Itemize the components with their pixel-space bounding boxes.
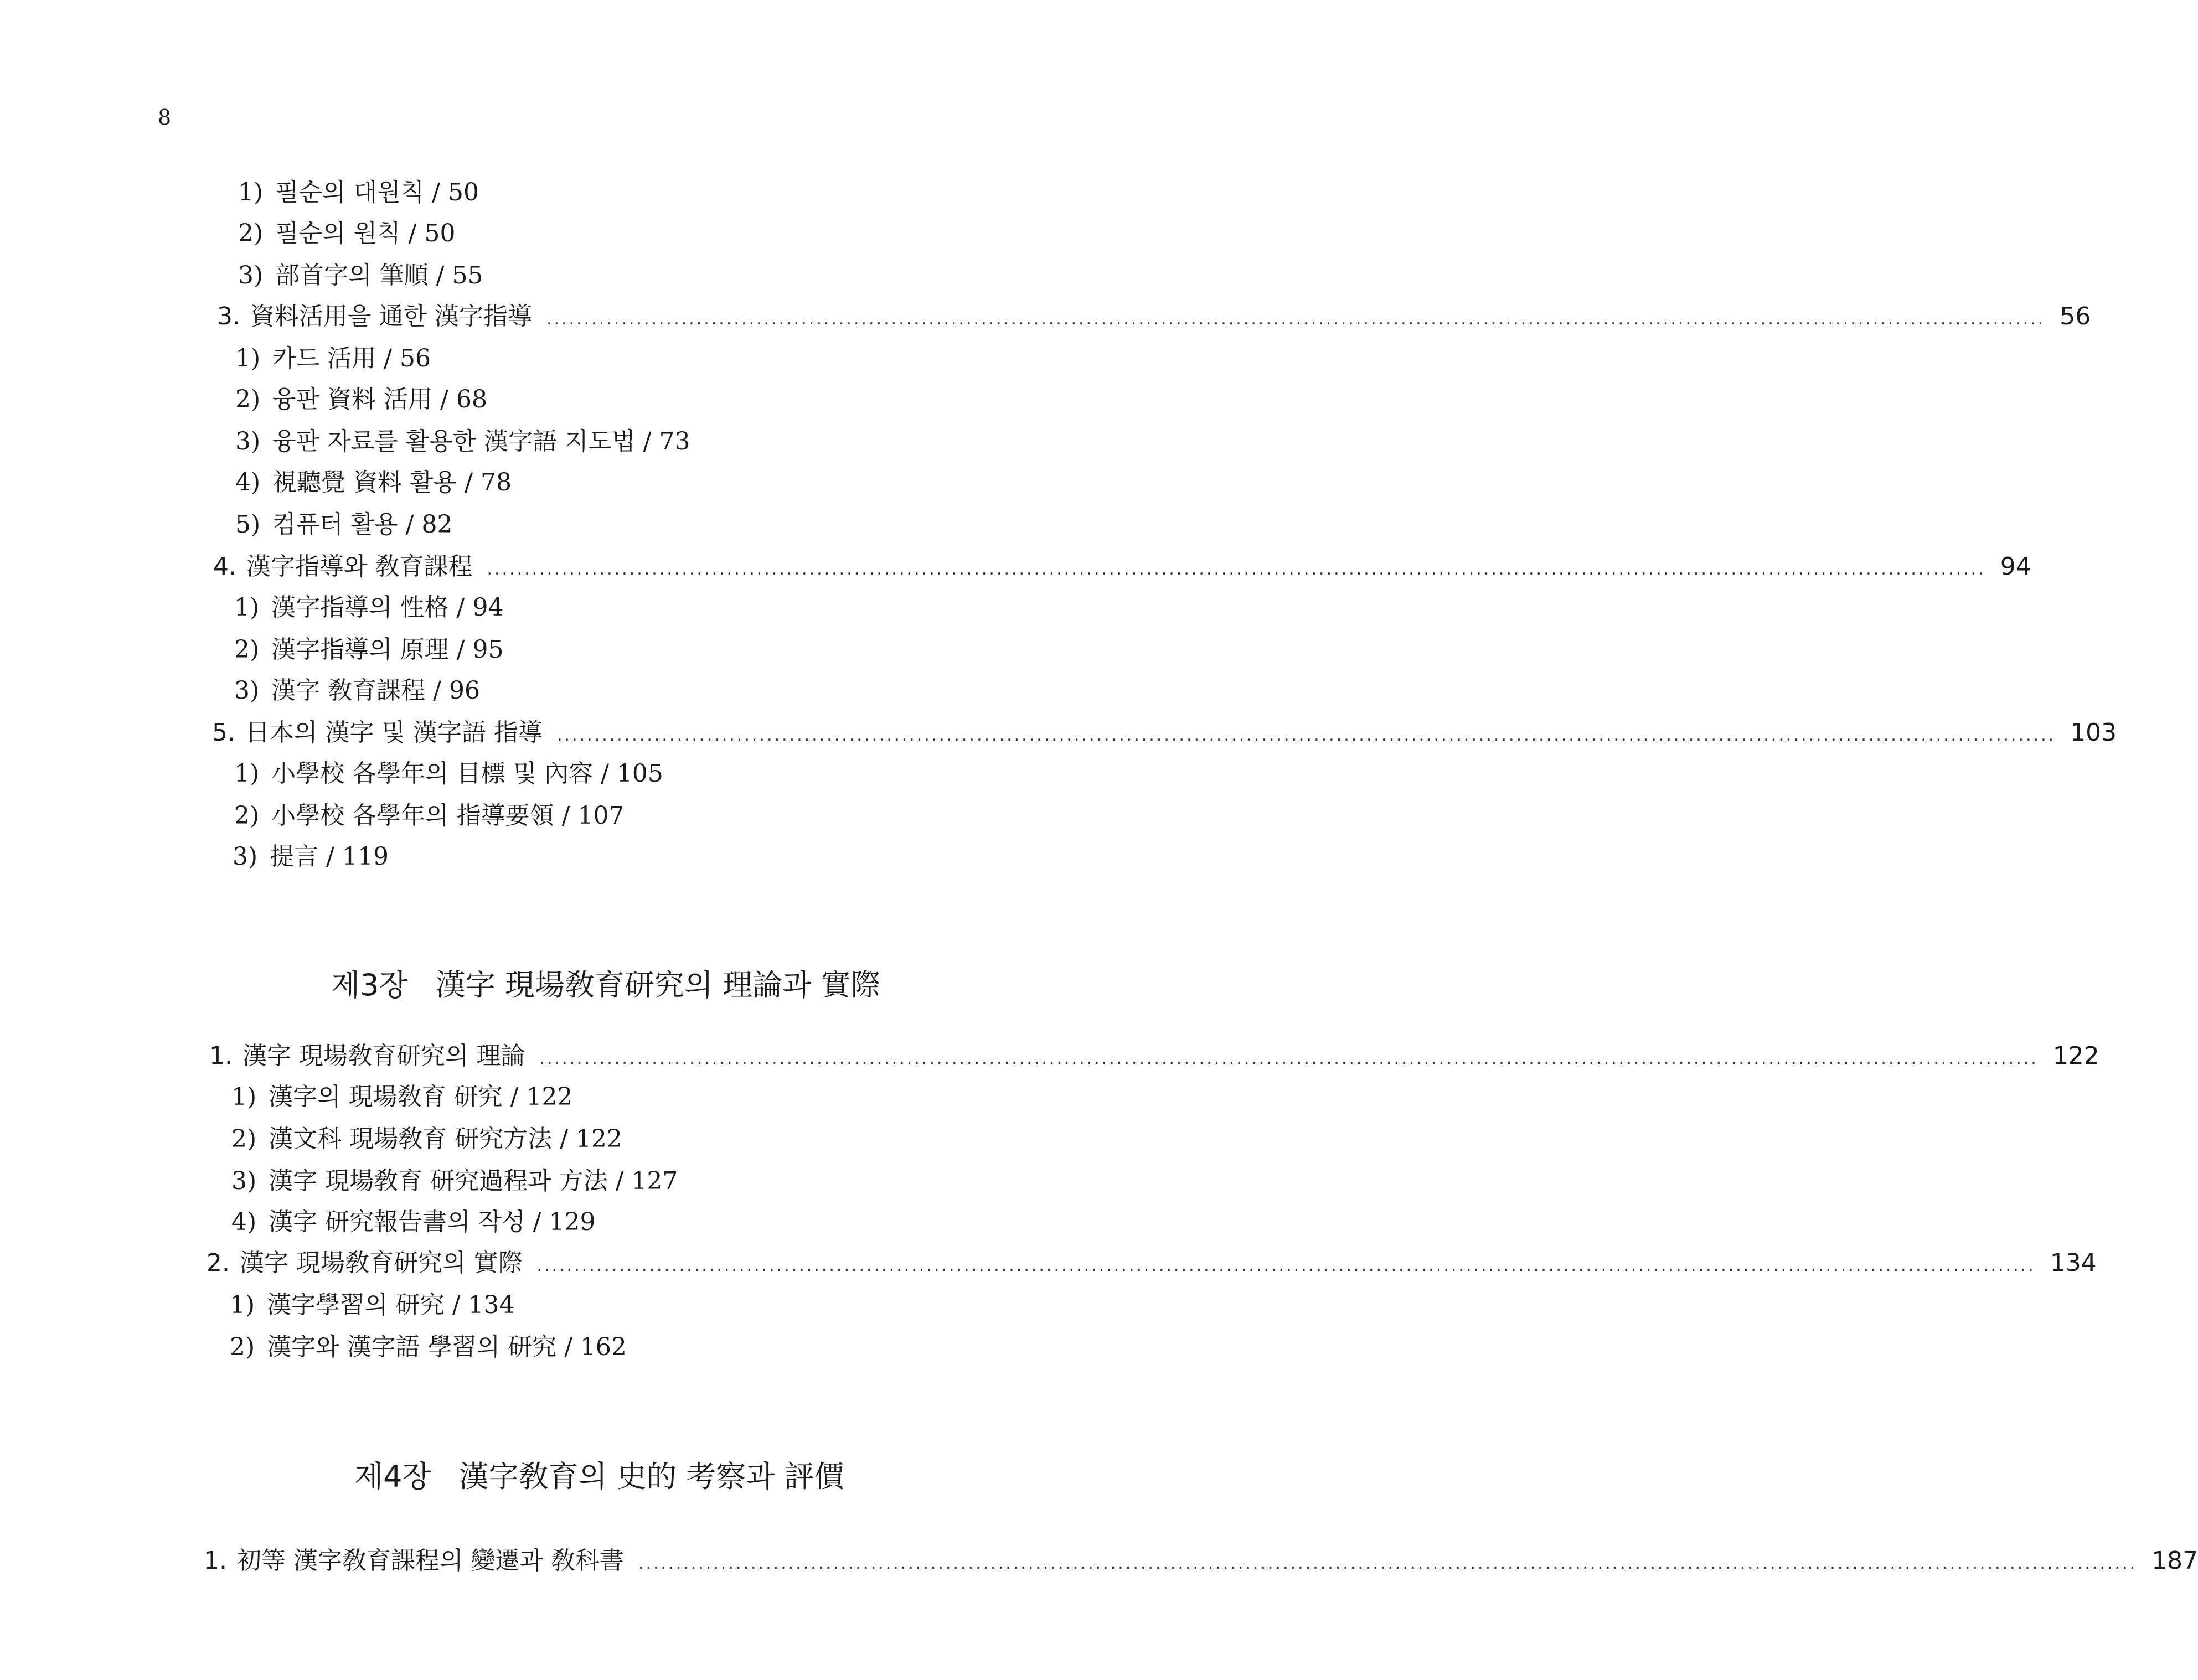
- section-page-number: 187: [2151, 1547, 2198, 1575]
- subentry-number: 1): [234, 759, 260, 788]
- subentry-number: 1): [231, 1083, 257, 1111]
- toc-subentry: [235, 342, 431, 375]
- subentry-text: 漢字 現場敎育 研究過程과 方法 / 127: [269, 1167, 678, 1195]
- toc-subentry: [230, 1331, 627, 1364]
- subentry-number: 5): [235, 510, 261, 539]
- section-title: 漢字指導와 敎育課程: [246, 552, 473, 581]
- section-page-number: 122: [2052, 1042, 2099, 1070]
- subentry-text: 漢字의 現場敎育 研究 / 122: [269, 1083, 573, 1111]
- toc-section: [207, 1247, 2097, 1280]
- section-number: 1.: [204, 1547, 227, 1575]
- toc-subentry: [234, 799, 624, 833]
- subentry-text: 카드 活用 / 56: [272, 344, 431, 373]
- dot-leader: ........................................................................................................................................................................................................: [539, 1049, 2039, 1068]
- subentry-text: 漢字指導의 原理 / 95: [271, 635, 504, 664]
- toc-subentry: [231, 1081, 572, 1114]
- chapter-number: 제3장: [331, 968, 408, 1002]
- subentry-number: 3): [231, 1167, 257, 1195]
- subentry-text: 部首字의 筆順 / 55: [275, 261, 483, 290]
- section-number: 1.: [209, 1042, 233, 1070]
- toc-section: [209, 1040, 2099, 1073]
- subentry-number: 1): [230, 1291, 255, 1319]
- subentry-number: 1): [235, 344, 261, 373]
- toc-subentry: [231, 1206, 595, 1239]
- subentry-number: 2): [234, 802, 260, 830]
- toc-subentry: [234, 757, 663, 790]
- subentry-number: 2): [238, 219, 264, 247]
- subentry-number: 2): [230, 1333, 255, 1361]
- section-title: 日本의 漢字 및 漢字語 指導: [245, 718, 543, 747]
- toc-subentry: [235, 508, 452, 541]
- toc-subentry: [238, 217, 455, 250]
- section-title: 初等 漢字敎育課程의 變遷과 敎科書: [236, 1547, 624, 1575]
- dot-leader: ........................................................................................................................................................................................................: [638, 1554, 2138, 1573]
- subentry-text: 필순의 원칙 / 50: [275, 219, 456, 247]
- subentry-number: 4): [231, 1208, 257, 1236]
- chapter-title: 漢字 現場敎育研究의 理論과 實際: [435, 968, 881, 1002]
- subentry-text: 필순의 대원칙 / 50: [275, 178, 479, 206]
- toc-subentry: [230, 1289, 514, 1322]
- toc-subentry: [231, 1165, 678, 1198]
- subentry-number: 3): [235, 427, 261, 456]
- subentry-number: 3): [234, 676, 260, 705]
- dot-leader: ........................................................................................................................................................................................................: [546, 309, 2046, 329]
- section-number: 4.: [213, 552, 236, 581]
- toc-section: [217, 300, 2091, 333]
- subentry-text: 視聽覺 資料 활용 / 78: [272, 468, 512, 497]
- dot-leader: ........................................................................................................................................................................................................: [487, 560, 1986, 579]
- subentry-number: 1): [238, 178, 264, 206]
- section-page-number: 94: [2000, 552, 2031, 581]
- subentry-number: 2): [235, 385, 261, 413]
- section-number: 2.: [207, 1249, 230, 1277]
- section-page-number: 103: [2070, 718, 2117, 747]
- chapter-heading: [331, 963, 881, 1007]
- toc-subentry: [238, 259, 483, 292]
- toc-section: [212, 716, 2117, 749]
- toc-section: [204, 1544, 2198, 1578]
- subentry-text: 漢字學習의 研究 / 134: [267, 1291, 515, 1319]
- subentry-number: 3): [233, 842, 258, 871]
- chapter-title: 漢字敎育의 史的 考察과 評價: [458, 1459, 844, 1494]
- subentry-text: 융판 資料 活用 / 68: [272, 385, 487, 413]
- page-number: 8: [158, 105, 172, 130]
- section-title: 漢字 現場敎育研究의 實際: [239, 1249, 523, 1277]
- subentry-text: 小學校 各學年의 目標 및 內容 / 105: [271, 759, 663, 788]
- toc-subentry: [234, 591, 503, 624]
- toc-subentry: [238, 176, 479, 209]
- subentry-text: 漢字 研究報告書의 작성 / 129: [269, 1208, 596, 1236]
- subentry-number: 3): [238, 261, 264, 290]
- subentry-text: 小學校 各學年의 指導要領 / 107: [271, 802, 625, 830]
- subentry-number: 1): [234, 593, 260, 622]
- section-page-number: 134: [2050, 1249, 2097, 1277]
- section-number: 5.: [212, 718, 235, 747]
- subentry-text: 提言 / 119: [270, 842, 389, 871]
- section-title: 漢字 現場敎育研究의 理論: [242, 1042, 525, 1070]
- chapter-number: 제4장: [354, 1459, 431, 1494]
- subentry-text: 漢字 敎育課程 / 96: [271, 676, 480, 705]
- toc-subentry: [235, 425, 690, 458]
- dot-leader: ........................................................................................................................................................................................................: [536, 1256, 2036, 1275]
- section-page-number: 56: [2060, 302, 2091, 330]
- subentry-text: 융판 자료를 활용한 漢字語 지도법 / 73: [272, 427, 690, 456]
- subentry-number: 2): [231, 1125, 257, 1153]
- toc-section: [213, 550, 2031, 583]
- toc-subentry: [235, 466, 512, 499]
- subentry-text: 漢字指導의 性格 / 94: [271, 593, 504, 622]
- toc-subentry: [231, 1123, 622, 1156]
- subentry-text: 漢文科 現場敎育 研究方法 / 122: [269, 1125, 622, 1153]
- subentry-number: 4): [235, 468, 261, 497]
- section-number: 3.: [217, 302, 240, 330]
- toc-subentry: [235, 383, 487, 416]
- section-title: 資料活用을 通한 漢字指導: [250, 302, 532, 330]
- subentry-number: 2): [234, 635, 260, 664]
- dot-leader: ........................................................................................................................................................................................................: [556, 726, 2056, 745]
- toc-subentry: [234, 674, 480, 707]
- toc-subentry: [234, 633, 503, 666]
- toc-subentry: [233, 840, 389, 873]
- chapter-heading: [354, 1455, 844, 1499]
- subentry-text: 漢字와 漢字語 學習의 研究 / 162: [267, 1333, 627, 1361]
- subentry-text: 컴퓨터 활용 / 82: [272, 510, 453, 539]
